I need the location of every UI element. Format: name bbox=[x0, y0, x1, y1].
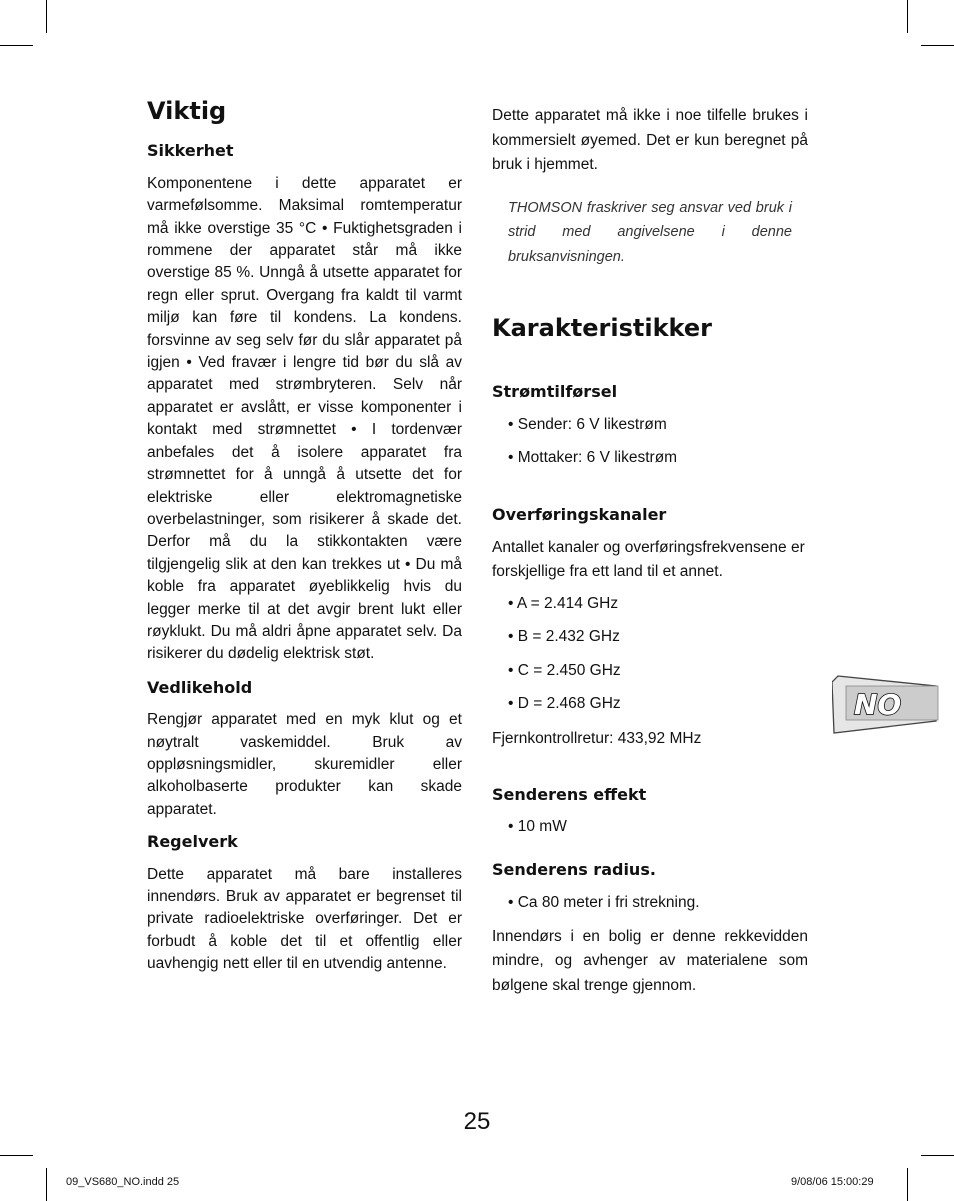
crop-mark bbox=[0, 45, 33, 46]
list-item: • D = 2.468 GHz bbox=[508, 695, 621, 713]
remote-return-text: Fjernkontrollretur: 433,92 MHz bbox=[492, 729, 702, 747]
badge-label: NO bbox=[854, 688, 902, 721]
crop-mark bbox=[921, 45, 954, 46]
list-item: • C = 2.450 GHz bbox=[508, 661, 621, 679]
list-item: • Mottaker: 6 V likestrøm bbox=[508, 449, 678, 467]
channels-text: Antallet kanaler og overføringsfrekvensene er forskjellige fra ett land til et annet. bbox=[492, 539, 805, 581]
language-badge bbox=[832, 672, 940, 734]
heading-effect: Senderens effekt bbox=[492, 785, 647, 805]
heading-safety: Sikkerhet bbox=[147, 141, 234, 161]
crop-mark bbox=[907, 1168, 908, 1201]
page-number: 25 bbox=[463, 1108, 491, 1135]
crop-mark bbox=[907, 0, 908, 33]
intro-text: Dette apparatet må ikke i noe tilfelle brukes i kommersielt øyemed. Det er kun beregnet på bruk i hjemmet. bbox=[492, 107, 808, 173]
heading-maintenance: Vedlikehold bbox=[147, 677, 253, 697]
list-item: • Sender: 6 V likestrøm bbox=[508, 415, 667, 433]
heading-regulation: Regelverk bbox=[147, 832, 238, 852]
crop-mark bbox=[921, 1155, 954, 1156]
footer-file: 09_VS680_NO.indd 25 bbox=[66, 1176, 180, 1188]
heading-radius: Senderens radius. bbox=[492, 859, 656, 879]
crop-mark bbox=[46, 1168, 47, 1201]
radius-text: Innendørs i en bolig er denne rekkevidden mindre, og avhenger av materialene som bølgene skal trenge gjennom. bbox=[492, 927, 808, 994]
heading-power: Strømtilførsel bbox=[492, 382, 618, 402]
safety-text: Komponentene i dette apparatet er varmefølsomme. Maksimal romtemperatur må ikke overstige 35 °C • Fuktighetsgraden i rommene der apparatet står må ikke overstige 85 %. Unngå å utsette apparatet for regn eller sprut. Overgang fra kaldt til varmt miljø kan føre til kondens. La kondens. forsvinne av seg selv før du slår apparatet på igjen • Ved fravær i lengre tid bør du slå av apparatet med strømbryteren. Selv når apparatet er avslått, er visse komponenter i kontakt med strømnettet • I tordenvær anbefales det å isolere apparatet fra strømnettet for å unngå å utsette det for elektriske eller elektromagnetiske overbelastninger, som risikerer å skade det. Derfor må du la stikkontakten være tilgjengelig slik at den kan trekkes ut • Du må koble fra apparatet øyeblikkelig hvis du legger merke til at det avgir brent lukt eller røyklukt. Du må aldri åpne apparatet selv. Da risikerer du dødelig elektrisk støt. bbox=[147, 174, 462, 663]
section-title-viktig: Viktig bbox=[147, 97, 227, 125]
list-item: • A = 2.414 GHz bbox=[508, 595, 619, 613]
list-item: • B = 2.432 GHz bbox=[508, 628, 620, 646]
list-item: • Ca 80 meter i fri strekning. bbox=[508, 894, 700, 912]
heading-channels: Overføringskanaler bbox=[492, 504, 667, 524]
footer-date: 9/08/06 15:00:29 bbox=[791, 1176, 874, 1188]
left-column bbox=[147, 97, 462, 976]
list-item: • 10 mW bbox=[508, 818, 567, 836]
section-title-karakteristikker: Karakteristikker bbox=[492, 314, 712, 342]
right-column bbox=[492, 104, 808, 998]
regulation-text: Dette apparatet må bare installeres innendørs. Bruk av apparatet er begrenset til private radioelektriske overføringer. Det er forbudt å koble det til et offentlig eller uavhengig nett eller til en utvendig antenne. bbox=[147, 865, 462, 973]
disclaimer-note: THOMSON fraskriver seg ansvar ved bruk i strid med angivelsene i denne bruksanvisningen. bbox=[508, 199, 792, 265]
maintenance-text: Rengjør apparatet med en myk klut og et nøytralt vaskemiddel. Bruk av oppløsningsmidler, skuremidler eller alkoholbaserte produkter kan skade apparatet. bbox=[147, 711, 462, 818]
crop-mark bbox=[46, 0, 47, 33]
crop-mark bbox=[0, 1155, 33, 1156]
